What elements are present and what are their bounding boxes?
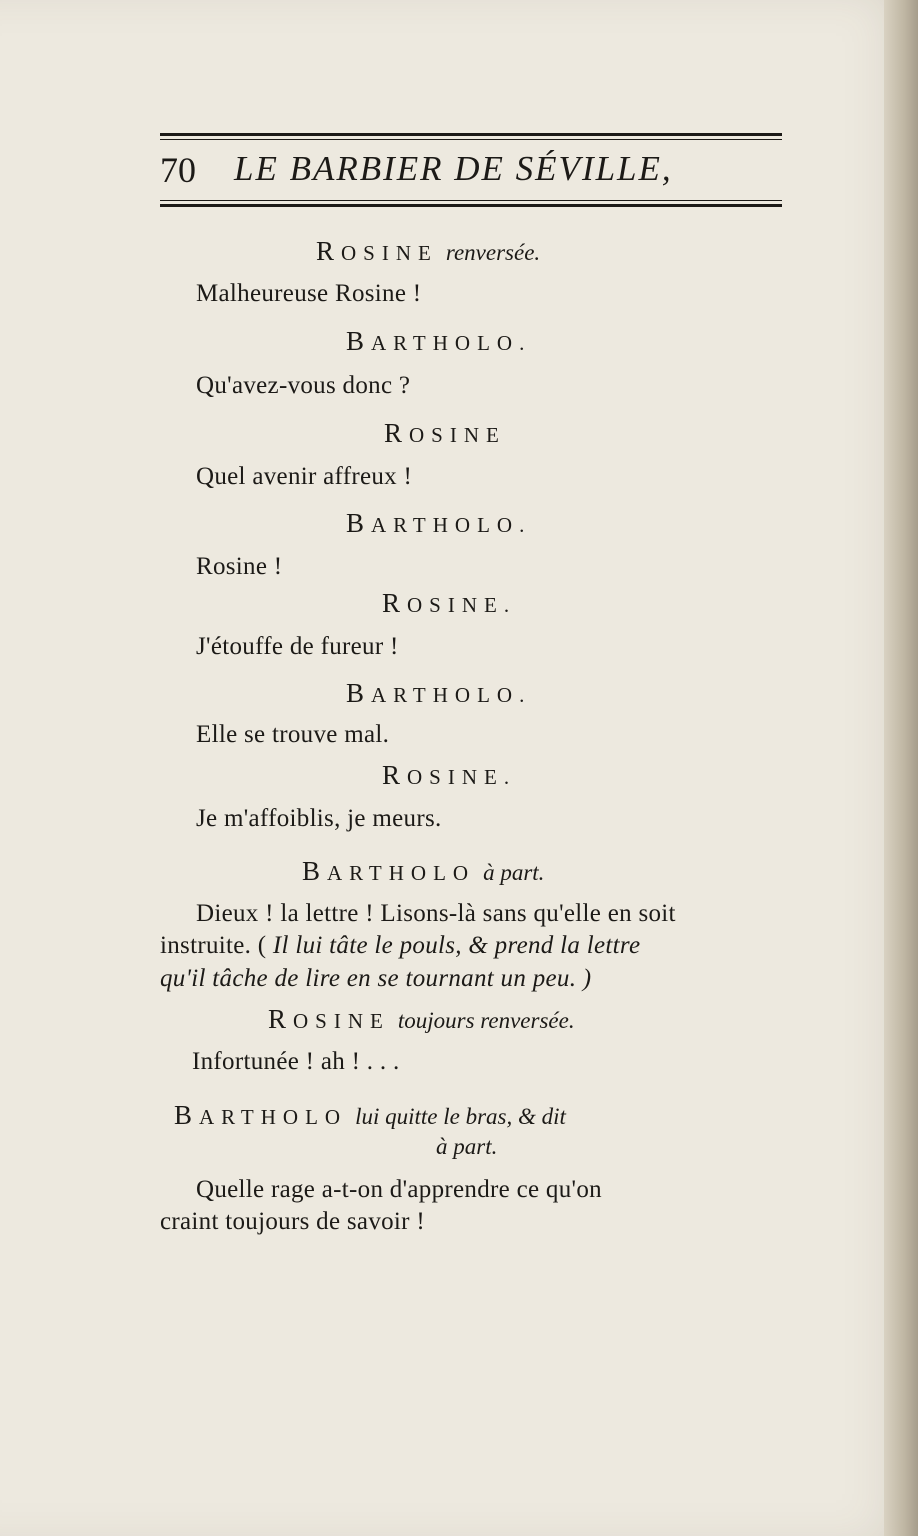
speaker-name: ROSINE. — [382, 588, 517, 618]
speaker-name: BARTHOLO à part. — [302, 856, 545, 886]
dialogue-line: Elle se trouve mal. — [196, 721, 390, 748]
stage-direction: Il lui tâte le pouls, & prend la lettre — [266, 932, 641, 959]
dialogue-line: Malheureuse Rosine ! — [196, 280, 422, 307]
speaker-name: BARTHOLO. — [346, 508, 532, 538]
speaker-name: ROSINE toujours renversée. — [268, 1004, 575, 1034]
speaker-name: BARTHOLO. — [346, 678, 532, 708]
stage-direction: à part. — [483, 860, 545, 885]
dialogue-line: craint toujours de savoir ! — [160, 1208, 425, 1235]
dialogue-line — [160, 965, 591, 993]
stage-direction: à part. — [436, 1134, 498, 1159]
book-binding — [884, 0, 918, 1536]
speaker-name: ROSINE. — [382, 760, 517, 790]
header-rule — [160, 204, 782, 207]
speaker-name: ROSINE renversée. — [316, 236, 541, 266]
speaker-name — [428, 1134, 497, 1160]
running-title: LE BARBIER DE SÉVILLE, — [234, 149, 673, 188]
speaker-name: BARTHOLO lui quitte le bras, & dit — [174, 1100, 566, 1130]
stage-direction: lui quitte le bras, & dit — [355, 1104, 566, 1129]
stage-direction: qu'il tâche de lire en se tournant un peu. ) — [160, 965, 592, 992]
speaker-name: ROSINE — [384, 418, 506, 448]
dialogue-line: Qu'avez-vous donc ? — [196, 372, 411, 399]
stage-direction: toujours renversée. — [397, 1008, 575, 1033]
dialogue-line: J'étouffe de fureur ! — [196, 633, 399, 660]
page-number: 70 — [160, 150, 196, 190]
header-rule — [160, 200, 782, 201]
dialogue-line: Dieux ! la lettre ! Lisons-là sans qu'elle en soit — [196, 900, 676, 927]
dialogue-line: Je m'affoiblis, je meurs. — [196, 805, 442, 832]
header-rule — [160, 133, 782, 136]
header-rule — [160, 139, 782, 140]
dialogue-line: Rosine ! — [196, 553, 283, 580]
stage-direction: renversée. — [445, 240, 541, 265]
dialogue-line: instruite. ( Il lui tâte le pouls, & prend la lettre — [160, 932, 641, 959]
dialogue-line: Quel avenir affreux ! — [196, 463, 413, 490]
running-header — [160, 143, 782, 199]
dialogue-line: Quelle rage a-t-on d'apprendre ce qu'on — [196, 1176, 602, 1203]
speaker-name: BARTHOLO. — [346, 326, 532, 356]
dialogue-line: Infortunée ! ah ! . . . — [192, 1048, 400, 1075]
